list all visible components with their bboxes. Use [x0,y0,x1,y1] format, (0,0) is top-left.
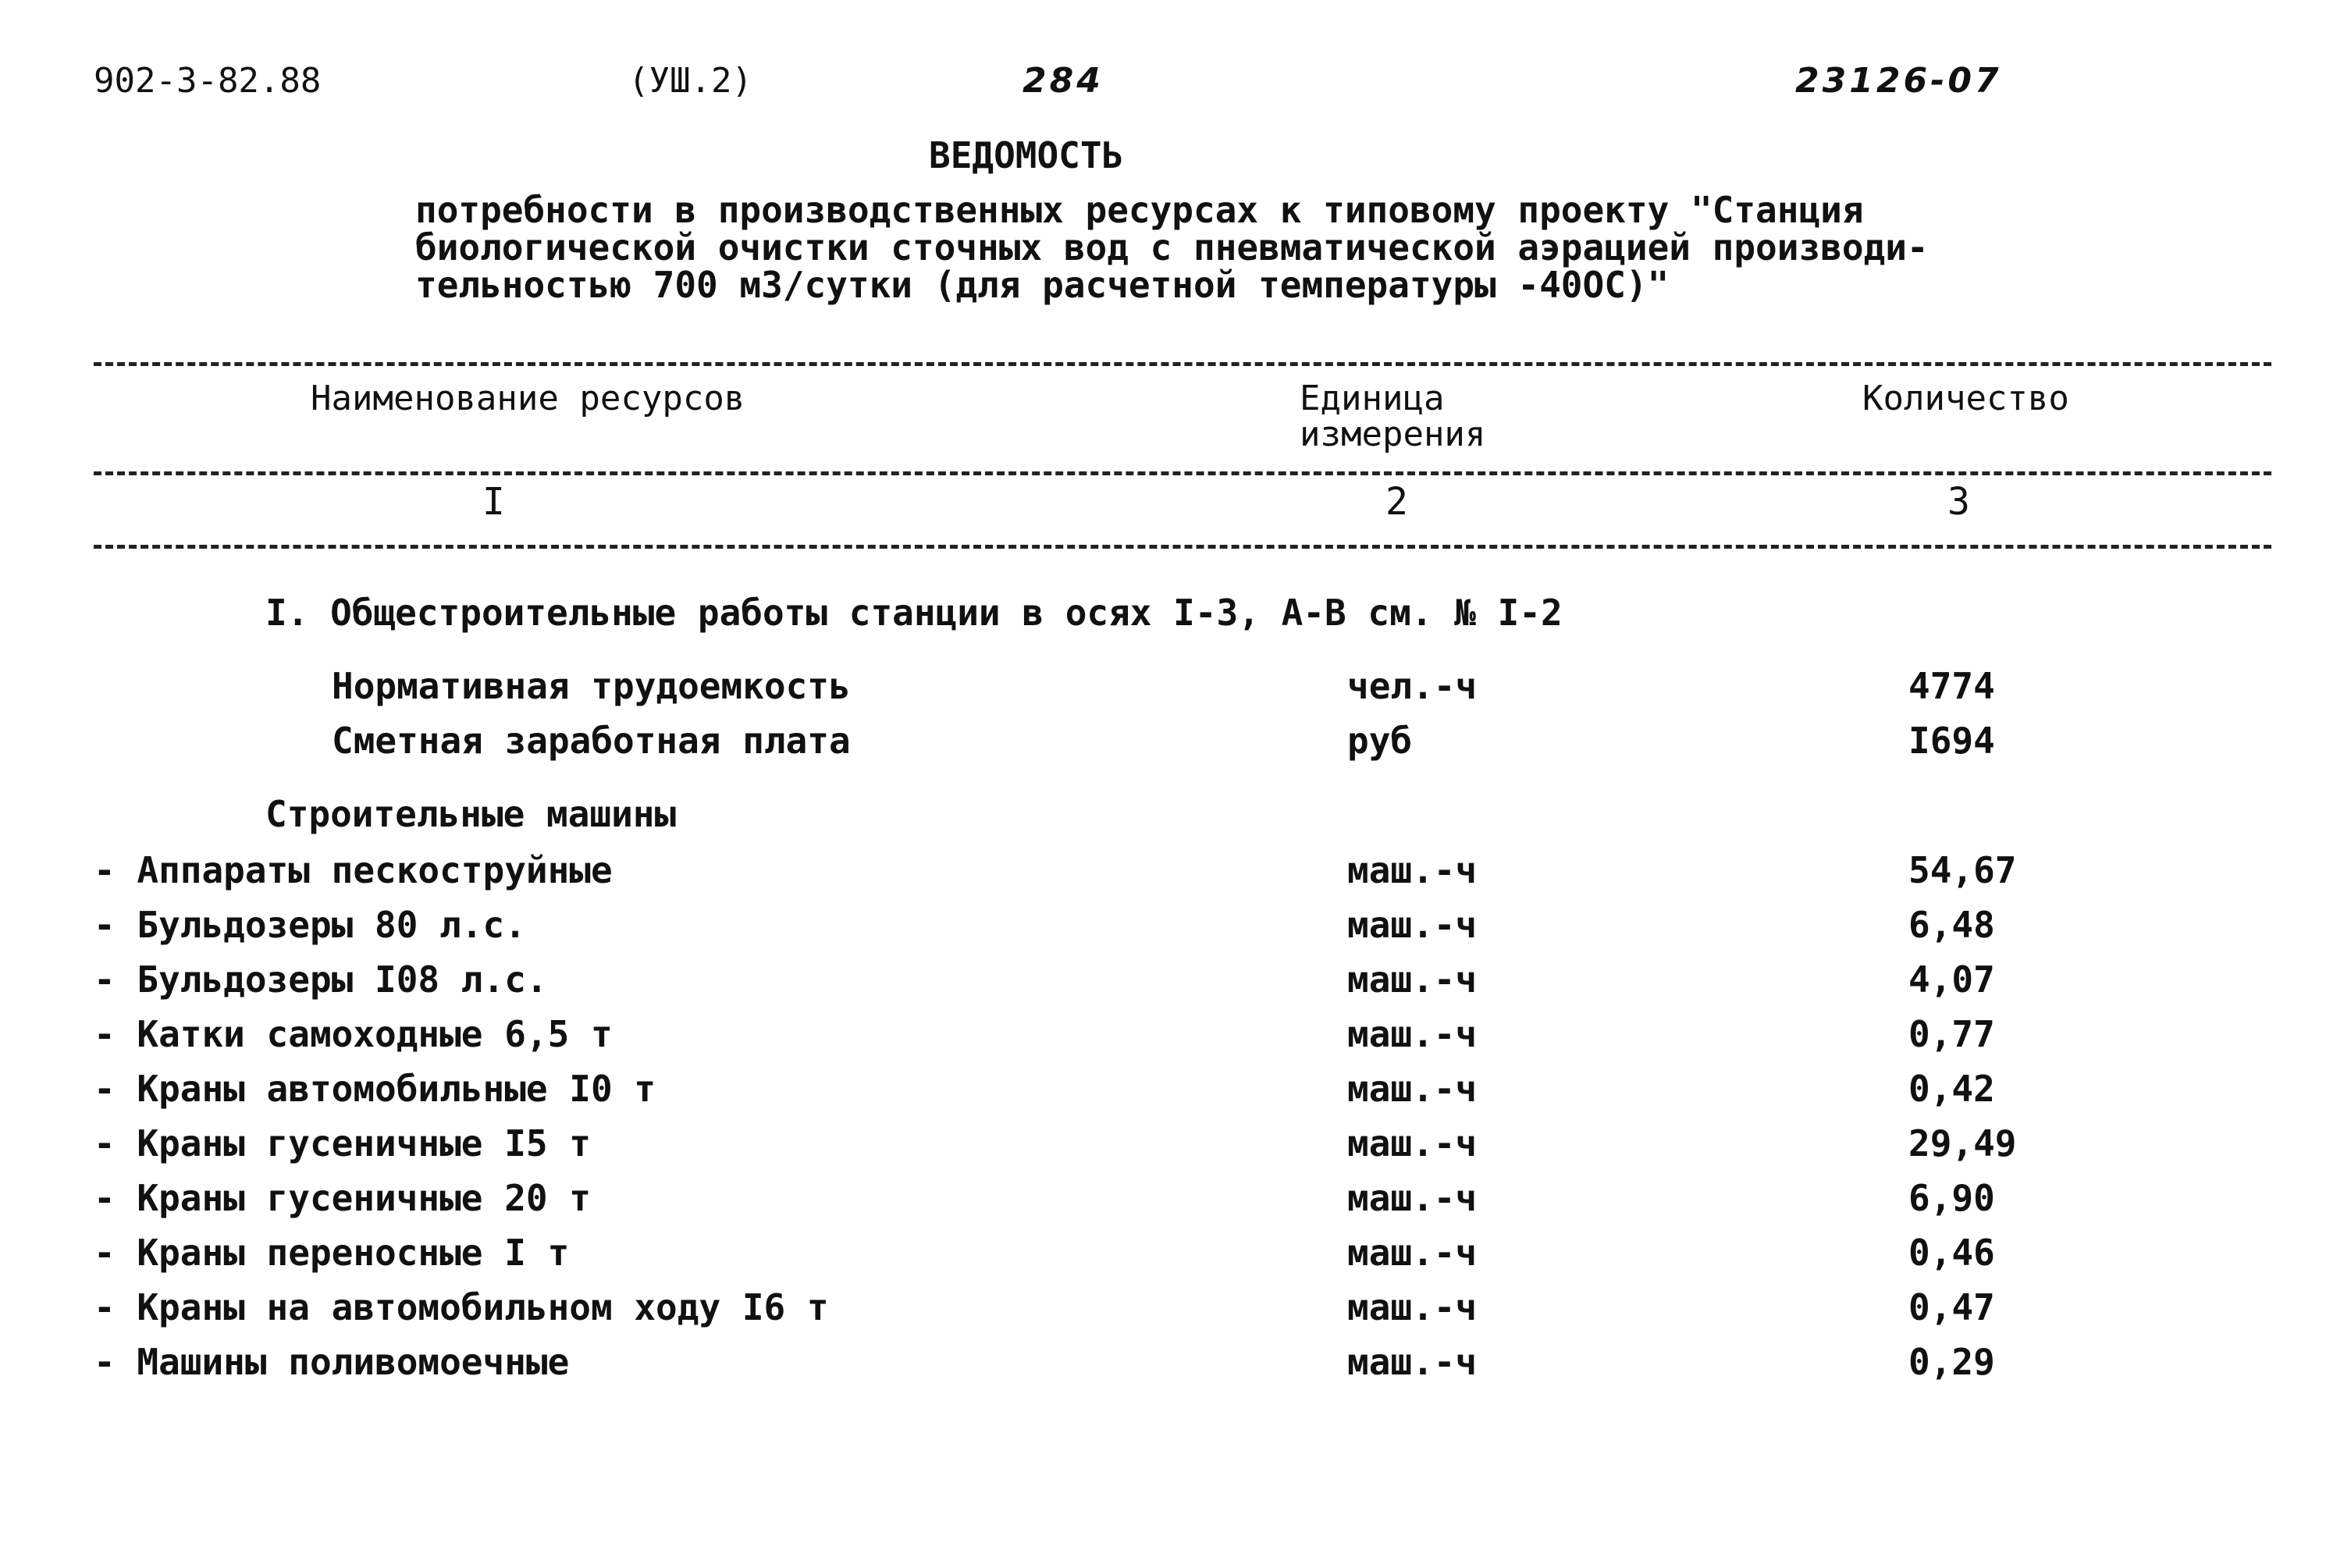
row-name-crawler-cranes-20: - Краны гусеничные 20 т [94,1177,591,1219]
document-title: ВЕДОМОСТЬ [929,134,1124,176]
row-qty-crawler-cranes-20: 6,90 [1908,1177,1995,1219]
row-unit-crawler-cranes-20: маш.-ч [1347,1177,1478,1219]
section-title: I. Общестроительные работы станции в осях I-3, А-В см. № I-2 [265,592,1563,634]
row-name-bulldozers-80: - Бульдозеры 80 л.с. [94,904,526,946]
row-name-rollers: - Катки самоходные 6,5 т [94,1013,613,1055]
row-qty-portable-cranes: 0,46 [1908,1232,1995,1274]
row-qty-washing-machines: 0,29 [1908,1341,1995,1383]
row-unit-truck-cranes-10: маш.-ч [1347,1068,1478,1110]
subsection-machines: Строительные машины [265,793,677,835]
page-number: 284 [1023,61,1104,101]
row-name-mobile-cranes-16: - Краны на автомобильном ходу I6 т [94,1286,829,1328]
row-qty-wages: I694 [1908,720,1995,762]
column-header-name: Наименование ресурсов [311,379,745,418]
row-name-labor: Нормативная трудоемкость [332,665,851,707]
row-unit-portable-cranes: маш.-ч [1347,1232,1478,1274]
column-number-2: 2 [1385,480,1408,524]
row-unit-mobile-cranes-16: маш.-ч [1347,1286,1478,1328]
table-top-divider [94,362,2271,366]
row-unit-rollers: маш.-ч [1347,1013,1478,1055]
row-name-wages: Сметная заработная плата [332,720,851,762]
row-unit-bulldozers-80: маш.-ч [1347,904,1478,946]
row-name-portable-cranes: - Краны переносные I т [94,1232,570,1274]
sheet-code: 23126-07 [1795,61,2002,101]
column-number-3: 3 [1947,480,1970,524]
row-qty-rollers: 0,77 [1908,1013,1995,1055]
row-unit-labor: чел.-ч [1347,665,1478,707]
row-qty-bulldozers-80: 6,48 [1908,904,1995,946]
row-qty-truck-cranes-10: 0,42 [1908,1068,1995,1110]
row-unit-washing-machines: маш.-ч [1347,1341,1478,1383]
column-number-1: I [482,480,505,524]
row-qty-crawler-cranes-15: 29,49 [1908,1122,2017,1164]
column-header-unit: Единица измерения [1300,379,1486,454]
row-name-truck-cranes-10: - Краны автомобильные I0 т [94,1068,656,1110]
row-name-washing-machines: - Машины поливомоечные [94,1341,570,1383]
row-name-crawler-cranes-15: - Краны гусеничные I5 т [94,1122,591,1164]
row-unit-sandblasters: маш.-ч [1347,849,1478,891]
row-name-bulldozers-108: - Бульдозеры I08 л.с. [94,958,548,1001]
row-qty-sandblasters: 54,67 [1908,849,2017,891]
row-name-sandblasters: - Аппараты пескоструйные [94,849,613,891]
table-header-divider [94,471,2271,475]
document-subtitle: потребности в производственных ресурсах к типовому проекту "Станция биологической очистки сточных вод с пневматической аэрацией производи- тельностью 700 м3/сутки (для расчетной температуры -40ОС)" [415,189,1929,306]
column-header-quantity: Количество [1862,379,2069,418]
row-qty-mobile-cranes-16: 0,47 [1908,1286,1995,1328]
document-code: 902-3-82.88 [94,61,322,101]
row-qty-labor: 4774 [1908,665,1995,707]
row-qty-bulldozers-108: 4,07 [1908,958,1995,1001]
row-unit-crawler-cranes-15: маш.-ч [1347,1122,1478,1164]
table-columns-divider [94,545,2271,549]
row-unit-wages: руб [1347,720,1413,762]
row-unit-bulldozers-108: маш.-ч [1347,958,1478,1001]
section-mark: (УШ.2) [628,61,752,101]
